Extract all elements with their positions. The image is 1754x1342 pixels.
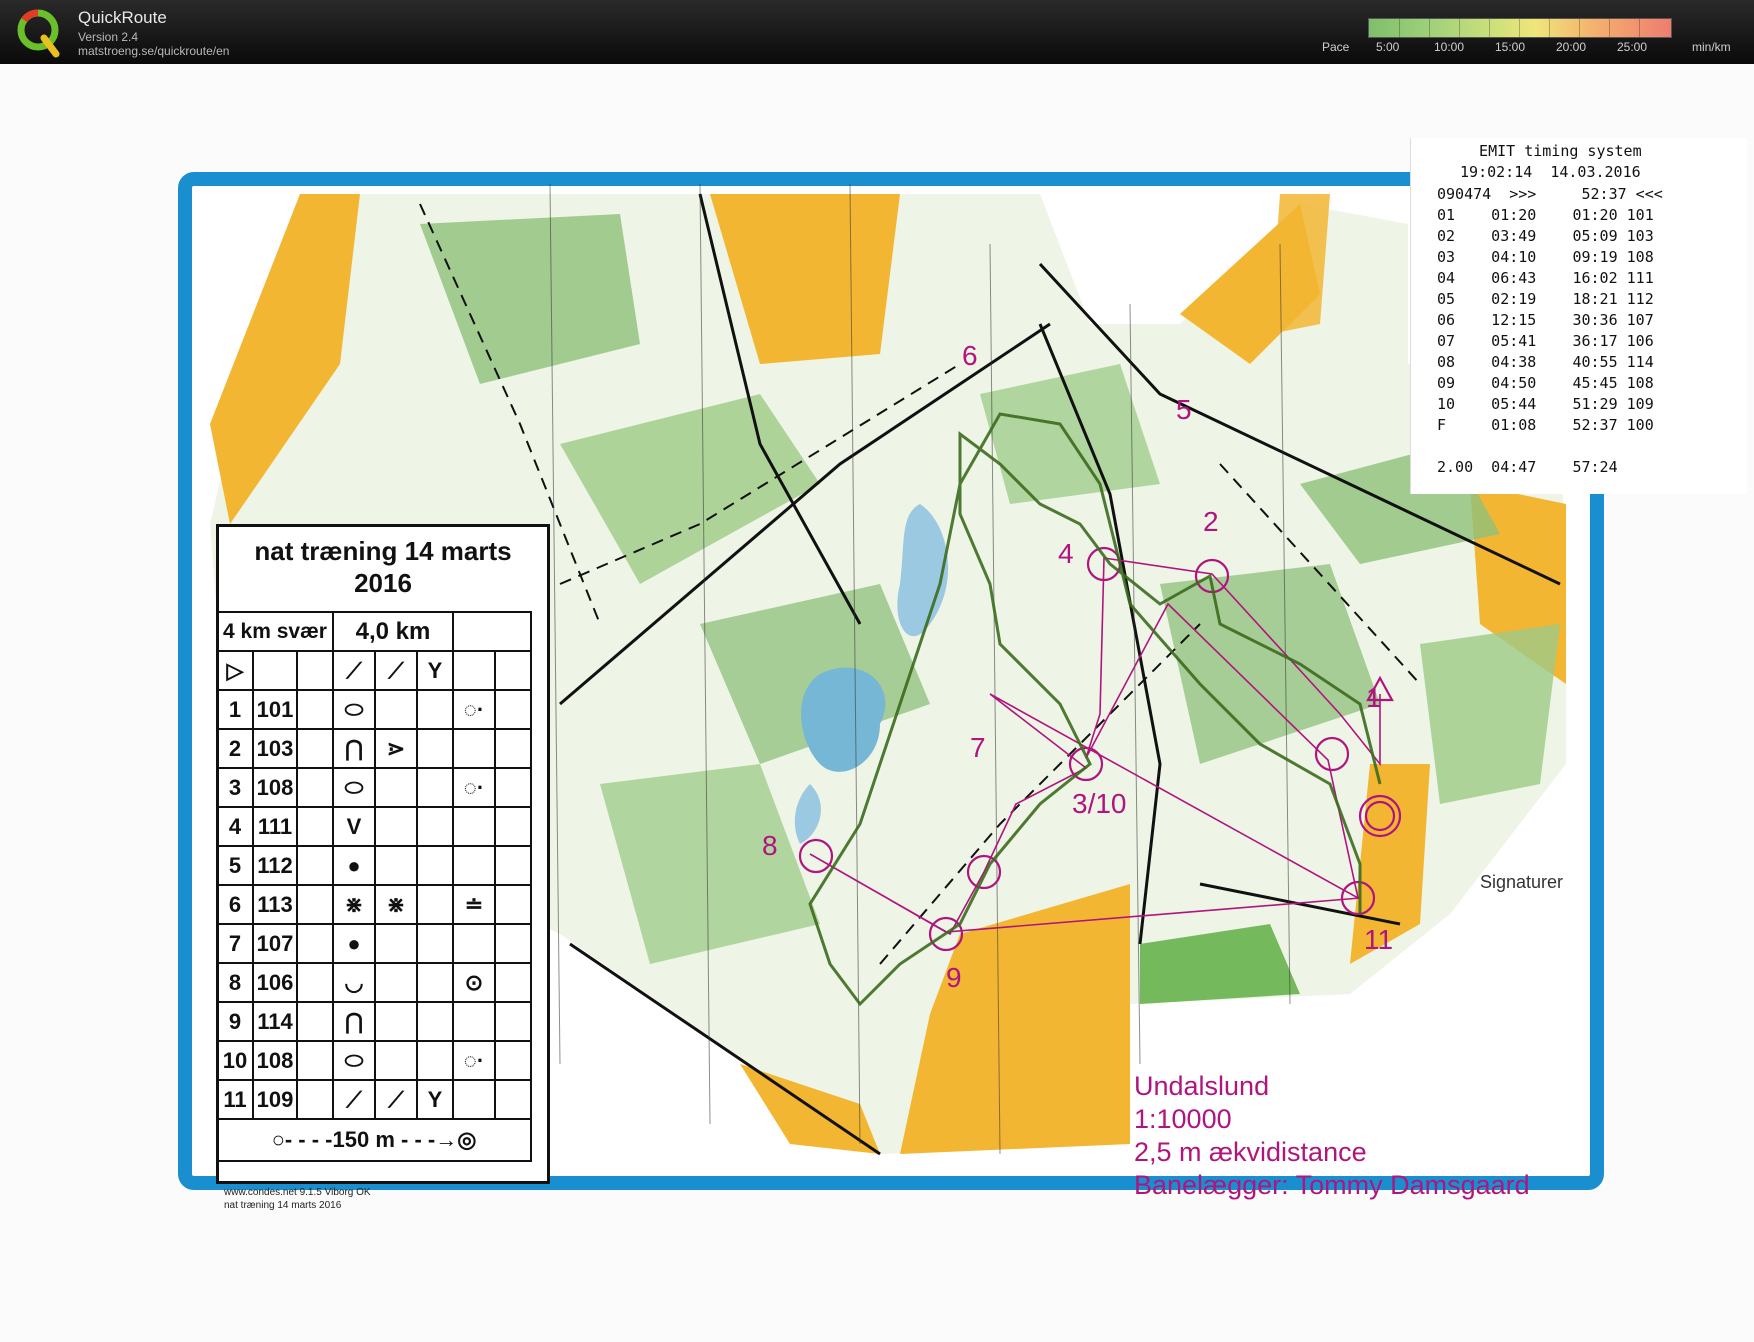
control-label: 5 (1176, 394, 1192, 425)
control-label: 3/10 (1072, 788, 1127, 819)
control-label: 4 (1058, 538, 1074, 569)
description-header-row (217, 612, 531, 651)
receipt-line: 01 01:20 01:20 101 (1437, 206, 1654, 224)
map-area-name: Undalslund (1134, 1071, 1270, 1101)
control-description-sheet (216, 524, 550, 1184)
app-header (0, 0, 1754, 64)
app-version: Version 2.4 (78, 30, 139, 44)
control-label: 11 (1364, 924, 1394, 955)
receipt-line: 03 04:10 09:19 108 (1437, 248, 1654, 266)
control-label: 2 (1203, 506, 1219, 537)
receipt-line: 08 04:38 40:55 114 (1437, 353, 1654, 371)
description-finish-row (217, 1119, 531, 1161)
description-footer-line: nat træning 14 marts 2016 (224, 1200, 342, 1211)
receipt-line: F 01:08 52:37 100 (1437, 416, 1654, 434)
receipt-line: 09 04:50 45:45 108 (1437, 374, 1654, 392)
receipt-line: 2.00 04:47 57:24 (1437, 458, 1618, 476)
description-row: 3 108 ⬭ ◌· (217, 768, 531, 807)
description-row: 5 112 ● (217, 846, 531, 885)
description-title-line: 2016 (354, 568, 412, 598)
course-setter: Banelægger: Tommy Damsgaard (1134, 1170, 1530, 1200)
control-label: 1 (1366, 682, 1382, 713)
pace-tick-label: 10:00 (1434, 40, 1465, 54)
course-info (1134, 1070, 1530, 1202)
description-title-line: nat træning 14 marts (254, 536, 512, 566)
receipt-line: 07 05:41 36:17 106 (1437, 332, 1654, 350)
pace-tick-label: 5:00 (1376, 40, 1400, 54)
description-row: 11 109 ⟋ ⟋ Y (217, 1080, 531, 1119)
pace-label: Pace (1322, 40, 1350, 54)
description-table (216, 611, 532, 1162)
description-row: 7 107 ● (217, 924, 531, 963)
finish-distance: ○- - - -150 m - - -→◎ (217, 1119, 531, 1161)
description-start-row: ▷ ⟋ ⟋ Y (217, 651, 531, 690)
legend-signatures-label: Signaturer (1480, 872, 1564, 892)
description-row: 10 108 ⬭ ◌· (217, 1041, 531, 1080)
pace-tick-label: 20:00 (1556, 40, 1587, 54)
description-row: 2 103 ⋂ ⋗ (217, 729, 531, 768)
app-title: QuickRoute (78, 8, 167, 27)
receipt-line: 05 02:19 18:21 112 (1437, 290, 1654, 308)
app-url[interactable]: matstroeng.se/quickroute/en (78, 44, 230, 58)
receipt-line: EMIT timing system (1461, 142, 1642, 160)
description-row: 9 114 ⋂ (217, 1002, 531, 1041)
map-scale: 1:10000 (1134, 1104, 1232, 1134)
description-row: 1 101 ⬭ ◌· (217, 690, 531, 729)
control-label: 7 (970, 732, 986, 763)
quickroute-logo-icon (14, 6, 66, 58)
course-class: 4 km svær (217, 612, 333, 651)
receipt-line: 06 12:15 30:36 107 (1437, 311, 1654, 329)
description-footer-line: www.condes.net 9.1.5 Viborg OK (224, 1187, 371, 1198)
pace-unit: min/km (1692, 40, 1731, 54)
description-row: 8 106 ◡ ⊙ (217, 963, 531, 1002)
course-length: 4,0 km (333, 612, 453, 651)
pace-tick-label: 15:00 (1495, 40, 1526, 54)
start-triangle-icon: ▷ (217, 651, 253, 690)
receipt-line: 090474 >>> 52:37 <<< (1437, 185, 1663, 203)
control-label: 8 (762, 830, 778, 861)
pace-tick-label: 25:00 (1617, 40, 1648, 54)
description-row: 4 111 V (217, 807, 531, 846)
receipt-line: 19:02:14 14.03.2016 (1451, 163, 1641, 181)
description-footer (224, 1186, 371, 1212)
pace-color-scale (1368, 18, 1672, 38)
receipt-line: 04 06:43 16:02 111 (1437, 269, 1654, 287)
control-label: 9 (946, 962, 962, 993)
emit-receipt (1410, 138, 1747, 494)
control-label: 6 (962, 340, 978, 371)
receipt-line: 02 03:49 05:09 103 (1437, 227, 1654, 245)
description-title (219, 535, 547, 599)
description-row: 6 113 ⋇ ⋇ ≐ (217, 885, 531, 924)
contour-interval: 2,5 m ækvidistance (1134, 1137, 1367, 1167)
map-canvas[interactable] (0, 64, 1754, 1342)
receipt-line: 10 05:44 51:29 109 (1437, 395, 1654, 413)
